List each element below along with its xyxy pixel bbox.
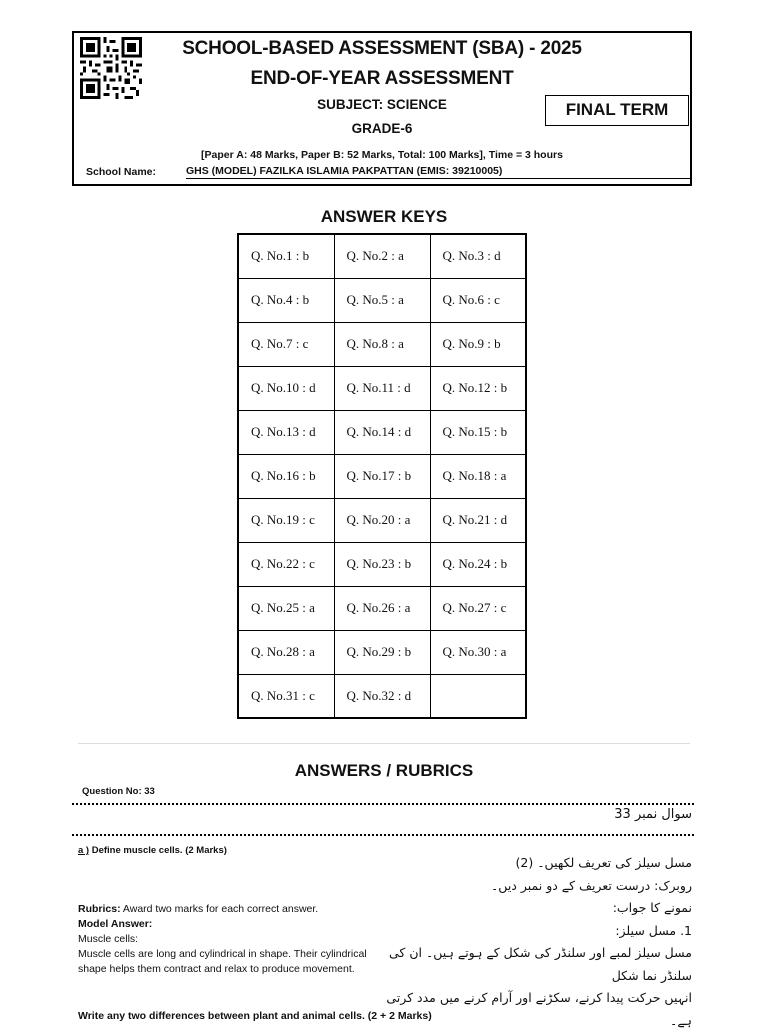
dotted-divider bbox=[72, 803, 694, 805]
question-number: Question No: 33 bbox=[82, 786, 155, 797]
answer-key-cell: Q. No.7 : c bbox=[238, 322, 334, 366]
table-row bbox=[238, 454, 526, 498]
rubrics-text: Award two marks for each correct answer. bbox=[120, 903, 319, 915]
answer-key-cell: Q. No.6 : c bbox=[430, 278, 526, 322]
table-row bbox=[238, 542, 526, 586]
answer-key-cell: Q. No.31 : c bbox=[238, 674, 334, 718]
answer-key-cell: Q. No.28 : a bbox=[238, 630, 334, 674]
urdu-line: مسل سیلز لمبے اور سلنڈر کی شکل کے ہوتے ہیں۔ ان کی سلنڈر نما شکل bbox=[389, 945, 692, 983]
answer-key-cell: Q. No.5 : a bbox=[334, 278, 430, 322]
answer-key-cell: Q. No.12 : b bbox=[430, 366, 526, 410]
urdu-answer-block bbox=[372, 852, 692, 1032]
answers-rubrics-title: ANSWERS / RUBRICS bbox=[294, 761, 474, 780]
urdu-line: 1. مسل سیلز: bbox=[615, 922, 692, 938]
answer-key-cell: Q. No.9 : b bbox=[430, 322, 526, 366]
answer-key-cell: Q. No.22 : c bbox=[238, 542, 334, 586]
answer-key-cell: Q. No.3 : d bbox=[430, 234, 526, 278]
table-row bbox=[238, 630, 526, 674]
table-row bbox=[238, 498, 526, 542]
english-answer-block bbox=[78, 902, 378, 977]
answer-key-cell: Q. No.19 : c bbox=[238, 498, 334, 542]
part-a-marker: a ) bbox=[78, 845, 90, 856]
paper-info: [Paper A: 48 Marks, Paper B: 52 Marks, Total: 100 Marks], Time = 3 hours bbox=[201, 149, 563, 161]
answer-key-cell: Q. No.11 : d bbox=[334, 366, 430, 410]
header-box bbox=[72, 31, 692, 186]
answer-key-cell: Q. No.17 : b bbox=[334, 454, 430, 498]
part-a-question bbox=[78, 845, 227, 856]
answer-key-cell: Q. No.30 : a bbox=[430, 630, 526, 674]
answer-keys-table bbox=[237, 233, 527, 719]
urdu-line: انہیں حرکت پیدا کرنے، سکڑنے اور آرام کرنے میں مدد کرتی ہے۔ bbox=[386, 990, 692, 1028]
answer-key-cell: Q. No.8 : a bbox=[334, 322, 430, 366]
answer-key-cell: Q. No.10 : d bbox=[238, 366, 334, 410]
answer-key-cell: Q. No.16 : b bbox=[238, 454, 334, 498]
answer-key-cell: Q. No.21 : d bbox=[430, 498, 526, 542]
part-a-text: Define muscle cells. (2 Marks) bbox=[89, 845, 227, 856]
answer-key-cell: Q. No.18 : a bbox=[430, 454, 526, 498]
final-term-badge: FINAL TERM bbox=[545, 95, 689, 126]
table-row bbox=[238, 586, 526, 630]
answer-heading: Muscle cells: bbox=[78, 933, 139, 945]
table-row bbox=[238, 674, 526, 718]
answer-key-cell: Q. No.32 : d bbox=[334, 674, 430, 718]
rubrics-line bbox=[78, 902, 378, 917]
urdu-line: نمونے کا جواب: bbox=[612, 900, 692, 915]
answer-key-cell: Q. No.13 : d bbox=[238, 410, 334, 454]
answer-keys-title: ANSWER KEYS bbox=[320, 207, 448, 226]
answer-key-cell: Q. No.20 : a bbox=[334, 498, 430, 542]
rubrics-label: Rubrics: bbox=[78, 903, 121, 915]
grade-label: GRADE-6 bbox=[351, 121, 413, 136]
dotted-divider bbox=[72, 834, 694, 836]
urdu-line: مسل سیلز کی تعریف لکھیں۔ (2) bbox=[515, 855, 692, 870]
answer-text: Muscle cells are long and cylindrical in shape. Their cylindrical shape helps them contract and relax to produce movement. bbox=[78, 948, 367, 975]
answer-key-cell: Q. No.14 : d bbox=[334, 410, 430, 454]
answer-key-cell bbox=[430, 674, 526, 718]
answer-key-cell: Q. No.29 : b bbox=[334, 630, 430, 674]
section-divider bbox=[78, 743, 690, 744]
table-row bbox=[238, 410, 526, 454]
answer-key-cell: Q. No.4 : b bbox=[238, 278, 334, 322]
answer-key-cell: Q. No.26 : a bbox=[334, 586, 430, 630]
model-answer-label: Model Answer: bbox=[78, 918, 153, 930]
answer-key-cell: Q. No.15 : b bbox=[430, 410, 526, 454]
assessment-title: SCHOOL-BASED ASSESSMENT (SBA) - 2025 bbox=[182, 38, 582, 59]
answer-key-cell: Q. No.24 : b bbox=[430, 542, 526, 586]
answer-key-cell: Q. No.27 : c bbox=[430, 586, 526, 630]
subject-label: SUBJECT: SCIENCE bbox=[317, 97, 447, 112]
answer-key-cell: Q. No.25 : a bbox=[238, 586, 334, 630]
table-row bbox=[238, 234, 526, 278]
assessment-subtitle: END-OF-YEAR ASSESSMENT bbox=[250, 68, 514, 89]
table-row bbox=[238, 366, 526, 410]
answer-key-cell: Q. No.1 : b bbox=[238, 234, 334, 278]
answer-key-cell: Q. No.2 : a bbox=[334, 234, 430, 278]
school-name-value: GHS (MODEL) FAZILKA ISLAMIA PAKPATTAN (EMIS: 39210005) bbox=[186, 165, 691, 179]
school-name-label: School Name: bbox=[86, 166, 157, 178]
table-row bbox=[238, 322, 526, 366]
answer-key-cell: Q. No.23 : b bbox=[334, 542, 430, 586]
urdu-question-number: سوال نمبر 33 bbox=[614, 807, 692, 822]
table-row bbox=[238, 278, 526, 322]
urdu-line: روبرک: درست تعریف کے دو نمبر دیں۔ bbox=[490, 877, 692, 893]
next-question-partial: Write any two differences between plant and animal cells. (2 + 2 Marks) bbox=[78, 1010, 432, 1022]
